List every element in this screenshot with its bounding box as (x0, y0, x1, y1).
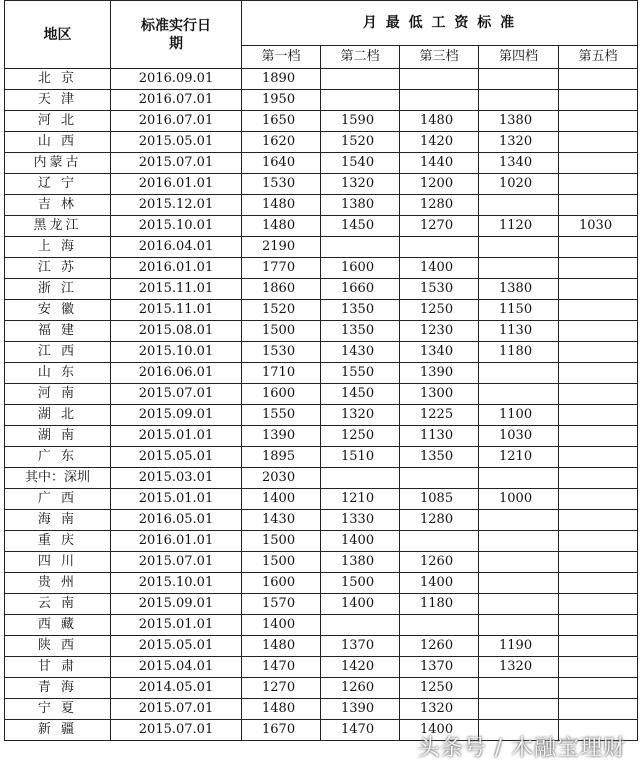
date-cell: 2016.07.01 (111, 111, 242, 132)
tier-5-cell (559, 111, 638, 132)
tier-3-cell: 1250 (400, 300, 479, 321)
tier-5-cell (559, 90, 638, 111)
tier-4-cell: 1100 (479, 405, 559, 426)
region-cell: 广 西 (5, 489, 111, 510)
date-cell: 2015.08.01 (111, 321, 242, 342)
tier-2-cell: 1590 (321, 111, 400, 132)
tier-5-cell (559, 699, 638, 720)
tier-5-cell (559, 384, 638, 405)
tier-4-cell: 1150 (479, 300, 559, 321)
tier-3-cell: 1400 (400, 258, 479, 279)
date-cell: 2015.07.01 (111, 384, 242, 405)
tier-2-cell (321, 69, 400, 90)
tier-2-cell: 1320 (321, 405, 400, 426)
tier-5-cell (559, 174, 638, 195)
tier-5-cell (559, 426, 638, 447)
tier-1-cell: 2190 (242, 237, 321, 258)
tier-1-cell: 1480 (242, 216, 321, 237)
tier-1-cell: 1890 (242, 69, 321, 90)
table-row (5, 699, 638, 720)
tier-5-cell (559, 489, 638, 510)
tier-4-cell: 1120 (479, 216, 559, 237)
region-cell: 青 海 (5, 678, 111, 699)
tier-5-cell (559, 405, 638, 426)
tier-4-cell (479, 195, 559, 216)
date-cell: 2016.01.01 (111, 258, 242, 279)
date-cell: 2016.09.01 (111, 69, 242, 90)
table-row (5, 216, 638, 237)
table-row (5, 174, 638, 195)
tier-2-cell: 1350 (321, 321, 400, 342)
region-cell: 广 东 (5, 447, 111, 468)
tier-1-cell: 1600 (242, 573, 321, 594)
tier-3-cell (400, 237, 479, 258)
tier-4-cell: 1000 (479, 489, 559, 510)
date-cell: 2015.10.01 (111, 216, 242, 237)
tier-3-cell: 1420 (400, 132, 479, 153)
date-cell: 2016.05.01 (111, 510, 242, 531)
tier-2-cell: 1400 (321, 594, 400, 615)
table-row (5, 426, 638, 447)
region-cell: 福 建 (5, 321, 111, 342)
date-cell: 2015.11.01 (111, 300, 242, 321)
date-cell: 2015.05.01 (111, 636, 242, 657)
table-row (5, 321, 638, 342)
table-row (5, 90, 638, 111)
tier-1-cell: 1530 (242, 342, 321, 363)
tier-1-cell: 1480 (242, 636, 321, 657)
region-cell: 陕 西 (5, 636, 111, 657)
tier-5-cell (559, 447, 638, 468)
table-row (5, 258, 638, 279)
tier-5-cell (559, 363, 638, 384)
tier-3-cell: 1085 (400, 489, 479, 510)
tier-3-cell: 1280 (400, 510, 479, 531)
date-cell: 2015.07.01 (111, 153, 242, 174)
tier-3-cell: 1390 (400, 363, 479, 384)
tier-4-cell (479, 90, 559, 111)
region-cell: 西 藏 (5, 615, 111, 636)
region-cell: 吉 林 (5, 195, 111, 216)
tier-3-cell: 1340 (400, 342, 479, 363)
tier-5-header: 第五档 (559, 46, 638, 69)
tier-2-cell: 1520 (321, 132, 400, 153)
tier-2-cell: 1350 (321, 300, 400, 321)
tier-5-cell (559, 573, 638, 594)
table-row (5, 342, 638, 363)
header-date: 标准实行日期 (111, 1, 242, 69)
tier-2-cell: 1380 (321, 195, 400, 216)
region-cell: 内蒙古 (5, 153, 111, 174)
tier-5-cell (559, 153, 638, 174)
region-cell: 湖 南 (5, 426, 111, 447)
tier-3-cell: 1230 (400, 321, 479, 342)
tier-5-cell (559, 132, 638, 153)
tier-1-cell: 1480 (242, 699, 321, 720)
minimum-wage-table (4, 0, 638, 741)
region-cell: 江 西 (5, 342, 111, 363)
region-cell: 上 海 (5, 237, 111, 258)
tier-1-cell: 1470 (242, 657, 321, 678)
table-body (5, 69, 638, 741)
tier-1-cell: 1620 (242, 132, 321, 153)
region-cell: 山 西 (5, 132, 111, 153)
tier-3-cell: 1300 (400, 384, 479, 405)
tier-2-cell: 1550 (321, 363, 400, 384)
region-cell: 其中：深圳 (5, 468, 111, 489)
tier-1-cell: 1390 (242, 426, 321, 447)
tier-2-header: 第二档 (321, 46, 400, 69)
date-cell: 2015.04.01 (111, 657, 242, 678)
tier-4-cell (479, 594, 559, 615)
date-cell: 2015.12.01 (111, 195, 242, 216)
region-cell: 北 京 (5, 69, 111, 90)
tier-5-cell (559, 678, 638, 699)
region-cell: 新 疆 (5, 720, 111, 741)
tier-3-cell (400, 468, 479, 489)
tier-2-cell: 1260 (321, 678, 400, 699)
date-cell: 2016.04.01 (111, 237, 242, 258)
region-cell: 河 北 (5, 111, 111, 132)
tier-4-cell (479, 237, 559, 258)
tier-3-cell: 1260 (400, 636, 479, 657)
tier-3-cell: 1370 (400, 657, 479, 678)
region-cell: 四 川 (5, 552, 111, 573)
tier-3-cell: 1400 (400, 573, 479, 594)
table-row (5, 573, 638, 594)
table-row (5, 153, 638, 174)
tier-2-cell: 1250 (321, 426, 400, 447)
tier-5-cell (559, 300, 638, 321)
tier-1-cell: 1670 (242, 720, 321, 741)
date-cell: 2016.07.01 (111, 90, 242, 111)
table-row (5, 384, 638, 405)
tier-4-cell: 1180 (479, 342, 559, 363)
table-row (5, 195, 638, 216)
tier-4-cell: 1020 (479, 174, 559, 195)
tier-3-cell: 1530 (400, 279, 479, 300)
region-cell: 海 南 (5, 510, 111, 531)
table-row (5, 363, 638, 384)
region-cell: 湖 北 (5, 405, 111, 426)
region-cell: 山 东 (5, 363, 111, 384)
tier-3-cell: 1320 (400, 699, 479, 720)
tier-1-cell: 1480 (242, 195, 321, 216)
tier-3-cell (400, 90, 479, 111)
table-row (5, 552, 638, 573)
region-cell: 云 南 (5, 594, 111, 615)
tier-4-cell: 1380 (479, 279, 559, 300)
header-row (5, 1, 638, 46)
region-cell: 贵 州 (5, 573, 111, 594)
tier-3-cell: 1440 (400, 153, 479, 174)
tier-5-cell (559, 657, 638, 678)
table-row (5, 678, 638, 699)
tier-2-cell: 1380 (321, 552, 400, 573)
region-cell: 辽 宁 (5, 174, 111, 195)
tier-2-cell: 1450 (321, 384, 400, 405)
tier-1-cell: 1650 (242, 111, 321, 132)
tier-3-cell: 1260 (400, 552, 479, 573)
tier-3-cell (400, 531, 479, 552)
date-cell: 2014.05.01 (111, 678, 242, 699)
tier-1-cell: 1640 (242, 153, 321, 174)
tier-5-cell (559, 531, 638, 552)
tier-5-cell (559, 468, 638, 489)
tier-1-cell: 1530 (242, 174, 321, 195)
date-cell: 2016.01.01 (111, 531, 242, 552)
table-row (5, 237, 638, 258)
tier-4-cell (479, 384, 559, 405)
region-cell: 宁 夏 (5, 699, 111, 720)
table-row (5, 111, 638, 132)
tier-1-cell: 1270 (242, 678, 321, 699)
tier-4-cell: 1320 (479, 657, 559, 678)
tier-2-cell: 1430 (321, 342, 400, 363)
tier-5-cell: 1030 (559, 216, 638, 237)
table-row (5, 447, 638, 468)
date-cell: 2015.09.01 (111, 405, 242, 426)
tier-2-cell: 1660 (321, 279, 400, 300)
table-row (5, 657, 638, 678)
tier-4-cell (479, 69, 559, 90)
tier-2-cell: 1370 (321, 636, 400, 657)
tier-5-cell (559, 258, 638, 279)
region-cell: 江 苏 (5, 258, 111, 279)
tier-1-header: 第一档 (242, 46, 321, 69)
tier-5-cell (559, 279, 638, 300)
tier-2-cell: 1330 (321, 510, 400, 531)
tier-4-cell: 1130 (479, 321, 559, 342)
table-row (5, 636, 638, 657)
tier-3-cell: 1225 (400, 405, 479, 426)
tier-4-cell (479, 468, 559, 489)
tier-3-cell: 1130 (400, 426, 479, 447)
tier-4-cell: 1210 (479, 447, 559, 468)
table-row (5, 468, 638, 489)
tier-2-cell: 1390 (321, 699, 400, 720)
tier-3-cell: 1400 (400, 720, 479, 741)
tier-1-cell: 1500 (242, 531, 321, 552)
tier-4-cell (479, 699, 559, 720)
tier-2-cell (321, 615, 400, 636)
region-cell: 甘 肃 (5, 657, 111, 678)
watermark: 头条号 / 木融宝理财 (417, 736, 626, 761)
tier-4-cell (479, 363, 559, 384)
tier-2-cell: 1540 (321, 153, 400, 174)
date-cell: 2015.07.01 (111, 699, 242, 720)
tier-5-cell (559, 636, 638, 657)
region-cell: 浙 江 (5, 279, 111, 300)
tier-1-cell: 1860 (242, 279, 321, 300)
date-cell: 2016.01.01 (111, 174, 242, 195)
tier-2-cell: 1510 (321, 447, 400, 468)
date-cell: 2015.01.01 (111, 426, 242, 447)
tier-2-cell (321, 468, 400, 489)
tier-4-cell: 1320 (479, 132, 559, 153)
table-row (5, 300, 638, 321)
tier-5-cell (559, 195, 638, 216)
tier-4-cell (479, 615, 559, 636)
tier-3-cell: 1270 (400, 216, 479, 237)
table-row (5, 531, 638, 552)
tier-1-cell: 1770 (242, 258, 321, 279)
tier-3-cell (400, 69, 479, 90)
region-cell: 河 南 (5, 384, 111, 405)
tier-4-cell (479, 678, 559, 699)
tier-5-cell (559, 510, 638, 531)
tier-1-cell: 1710 (242, 363, 321, 384)
tier-5-cell (559, 552, 638, 573)
tier-5-cell (559, 342, 638, 363)
tier-3-cell: 1250 (400, 678, 479, 699)
tier-1-cell: 1500 (242, 321, 321, 342)
table-row (5, 594, 638, 615)
table-row (5, 405, 638, 426)
tier-2-cell (321, 90, 400, 111)
tier-2-cell: 1400 (321, 531, 400, 552)
tier-1-cell: 1600 (242, 384, 321, 405)
header-region: 地区 (5, 1, 111, 69)
date-cell: 2015.05.01 (111, 447, 242, 468)
date-cell: 2015.07.01 (111, 552, 242, 573)
table-row (5, 510, 638, 531)
date-cell: 2015.01.01 (111, 615, 242, 636)
tier-3-cell: 1480 (400, 111, 479, 132)
tier-5-cell (559, 594, 638, 615)
tier-4-cell: 1380 (479, 111, 559, 132)
date-cell: 2015.01.01 (111, 489, 242, 510)
region-cell: 黑龙江 (5, 216, 111, 237)
date-cell: 2015.07.01 (111, 720, 242, 741)
date-cell: 2016.06.01 (111, 363, 242, 384)
date-cell: 2015.05.01 (111, 132, 242, 153)
table-row (5, 615, 638, 636)
table-row (5, 279, 638, 300)
tier-2-cell: 1420 (321, 657, 400, 678)
tier-2-cell: 1450 (321, 216, 400, 237)
region-cell: 安 徽 (5, 300, 111, 321)
tier-4-header: 第四档 (479, 46, 559, 69)
tier-2-cell: 1210 (321, 489, 400, 510)
date-cell: 2015.10.01 (111, 342, 242, 363)
region-cell: 天 津 (5, 90, 111, 111)
date-cell: 2015.11.01 (111, 279, 242, 300)
tier-2-cell: 1500 (321, 573, 400, 594)
tier-4-cell: 1030 (479, 426, 559, 447)
tier-4-cell: 1340 (479, 153, 559, 174)
tier-2-cell: 1470 (321, 720, 400, 741)
table-row (5, 132, 638, 153)
tier-2-cell: 1600 (321, 258, 400, 279)
tier-1-cell: 1500 (242, 552, 321, 573)
tier-1-cell: 1430 (242, 510, 321, 531)
tier-3-cell: 1350 (400, 447, 479, 468)
table-row (5, 69, 638, 90)
tier-1-cell: 1950 (242, 90, 321, 111)
table-row (5, 489, 638, 510)
tier-3-cell: 1280 (400, 195, 479, 216)
tier-1-cell: 2030 (242, 468, 321, 489)
tier-3-header: 第三档 (400, 46, 479, 69)
tier-1-cell: 1895 (242, 447, 321, 468)
tier-3-cell: 1200 (400, 174, 479, 195)
date-cell: 2015.10.01 (111, 573, 242, 594)
tier-5-cell (559, 237, 638, 258)
header-wage: 月 最 低 工 资 标 准 (242, 1, 638, 46)
region-cell: 重 庆 (5, 531, 111, 552)
tier-4-cell (479, 573, 559, 594)
tier-5-cell (559, 321, 638, 342)
tier-3-cell: 1180 (400, 594, 479, 615)
tier-5-cell (559, 615, 638, 636)
tier-1-cell: 1400 (242, 615, 321, 636)
tier-4-cell (479, 510, 559, 531)
tier-1-cell: 1520 (242, 300, 321, 321)
tier-4-cell (479, 531, 559, 552)
tier-3-cell (400, 615, 479, 636)
tier-2-cell: 1320 (321, 174, 400, 195)
date-cell: 2015.09.01 (111, 594, 242, 615)
tier-1-cell: 1570 (242, 594, 321, 615)
tier-4-cell (479, 552, 559, 573)
tier-4-cell (479, 258, 559, 279)
tier-4-cell: 1190 (479, 636, 559, 657)
tier-5-cell (559, 69, 638, 90)
tier-1-cell: 1400 (242, 489, 321, 510)
tier-1-cell: 1550 (242, 405, 321, 426)
date-cell: 2015.03.01 (111, 468, 242, 489)
tier-2-cell (321, 237, 400, 258)
